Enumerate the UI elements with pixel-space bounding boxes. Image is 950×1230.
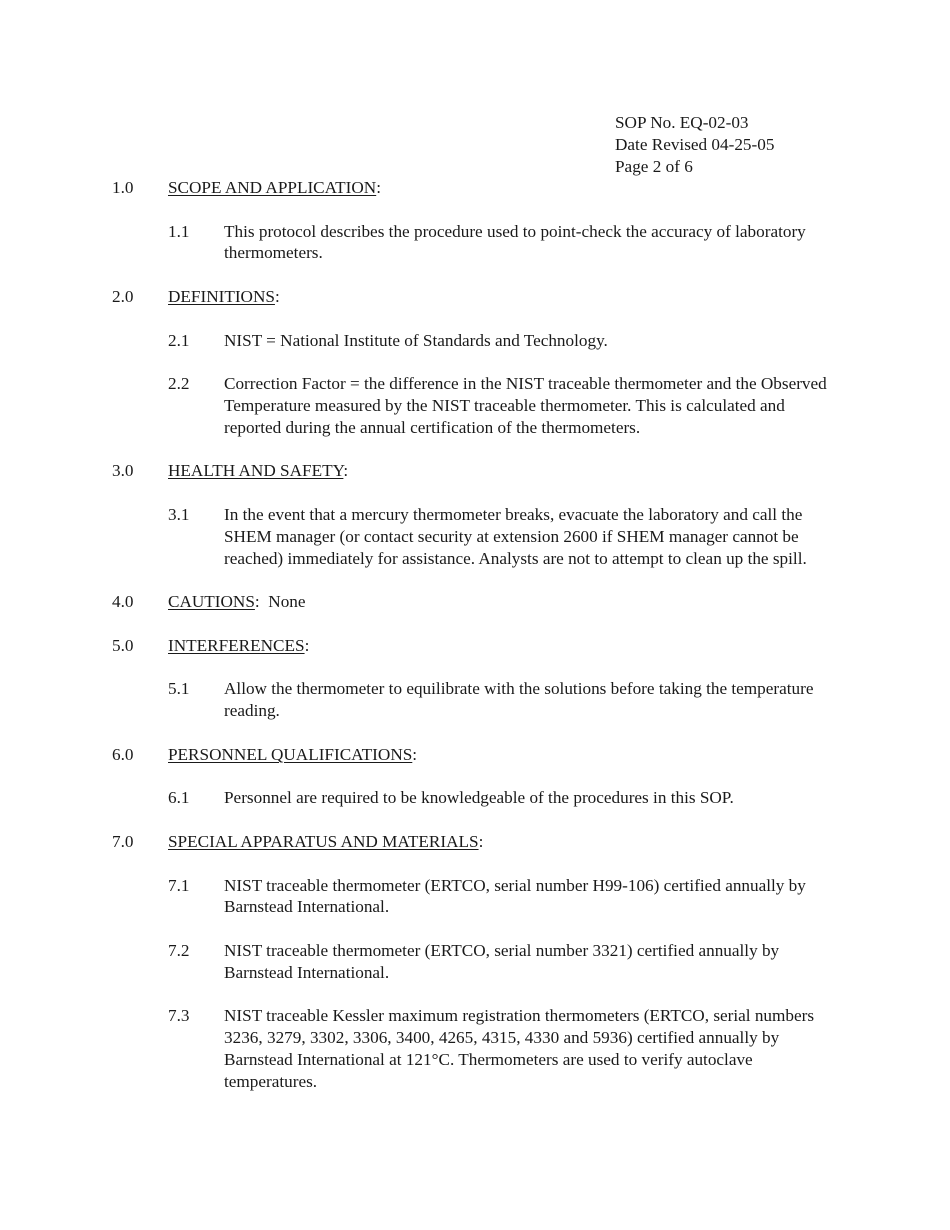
section-number: 6.0 [112,744,134,764]
section-title: SCOPE AND APPLICATION [168,178,377,197]
subsection-1-1 [112,221,842,265]
subsection-7-1 [112,875,842,919]
section-number: 3.0 [112,461,134,481]
subsection-number: 7.3 [168,1006,190,1026]
section-heading: 7.0 SPECIAL APPARATUS AND MATERIALS: [112,831,484,851]
subsection-number: 2.1 [168,330,190,350]
section-number: 4.0 [112,592,134,612]
subsection-2-2 [112,373,842,438]
section-number: 2.0 [112,286,134,306]
section-heading: 4.0 CAUTIONS: None [112,592,306,612]
section-heading: 6.0 PERSONNEL QUALIFICATIONS: [112,744,418,764]
page-number: Page 2 of 6 [615,156,693,176]
section-heading: 1.0 SCOPE AND APPLICATION: [112,178,381,197]
section-scope [112,177,842,264]
subsection-7-2 [112,940,842,984]
section-title: PERSONNEL QUALIFICATIONS [168,744,413,764]
subsection-2-1 [112,330,842,352]
subsection-text: NIST = National Institute of Standards and Technology. [224,330,608,350]
sop-number: SOP No. EQ-02-03 [615,113,749,132]
section-apparatus-materials [112,831,842,1093]
subsection-number: 7.2 [168,940,190,960]
date-revised: Date Revised 04-25-05 [615,134,775,154]
subsection-text: In the event that a mercury thermometer breaks, evacuate the laboratory and call the SHEM manager (or contact security at extension 2600 if SHEM manager cannot be reached) immediately for assistance. Analysts are not to attempt to clean up the spill. [224,504,807,568]
section-title: INTERFERENCES [168,635,305,655]
subsection-5-1 [112,678,842,722]
subsection-text: This protocol describes the procedure used to point-check the accuracy of laboratory thermometers. [224,221,806,263]
subsection-text: Correction Factor = the difference in the NIST traceable thermometer and the Observed Temperature measured by the NIST traceable thermometer. This is calculated and reported during the annual certification of the thermometers. [224,374,827,437]
section-title: DEFINITIONS [168,286,275,306]
subsection-7-3 [112,1005,842,1092]
section-cautions [112,591,842,613]
section-heading: 5.0 INTERFERENCES: [112,635,310,655]
section-number: 7.0 [112,831,134,851]
section-title: HEALTH AND SAFETY [168,461,344,481]
subsection-number: 1.1 [168,221,190,241]
section-personnel-qualifications [112,744,842,809]
subsection-text: NIST traceable Kessler maximum registration thermometers (ERTCO, serial numbers 3236, 3279, 3302, 3306, 3400, 4265, 4315, 4330 and 5936) certified annually by Barnstead International at 121°C. Thermometers are used to verify autoclave temperatures. [224,1006,815,1091]
subsection-number: 7.1 [168,875,190,895]
section-heading: 3.0 HEALTH AND SAFETY: [112,461,349,481]
document-header [615,112,774,177]
subsection-3-1 [112,504,842,569]
subsection-text: NIST traceable thermometer (ERTCO, serial number H99-106) certified annually by Barnstead International. [224,875,806,917]
section-interferences [112,635,842,722]
subsection-text: Allow the thermometer to equilibrate with the solutions before taking the temperature reading. [224,679,814,721]
subsection-text: Personnel are required to be knowledgeable of the procedures in this SOP. [224,788,734,808]
section-number: 1.0 [112,178,134,197]
subsection-6-1 [112,787,842,809]
document-body [112,177,842,1114]
section-health-safety [112,460,842,569]
section-number: 5.0 [112,635,134,655]
section-title: CAUTIONS [168,592,255,612]
subsection-number: 5.1 [168,679,190,699]
subsection-number: 6.1 [168,788,190,808]
subsection-number: 3.1 [168,504,190,524]
subsection-number: 2.2 [168,374,190,394]
section-title: SPECIAL APPARATUS AND MATERIALS [168,831,479,851]
section-definitions [112,286,842,439]
subsection-text: NIST traceable thermometer (ERTCO, serial number 3321) certified annually by Barnstead International. [224,940,780,982]
section-heading: 2.0 DEFINITIONS: [112,286,280,306]
